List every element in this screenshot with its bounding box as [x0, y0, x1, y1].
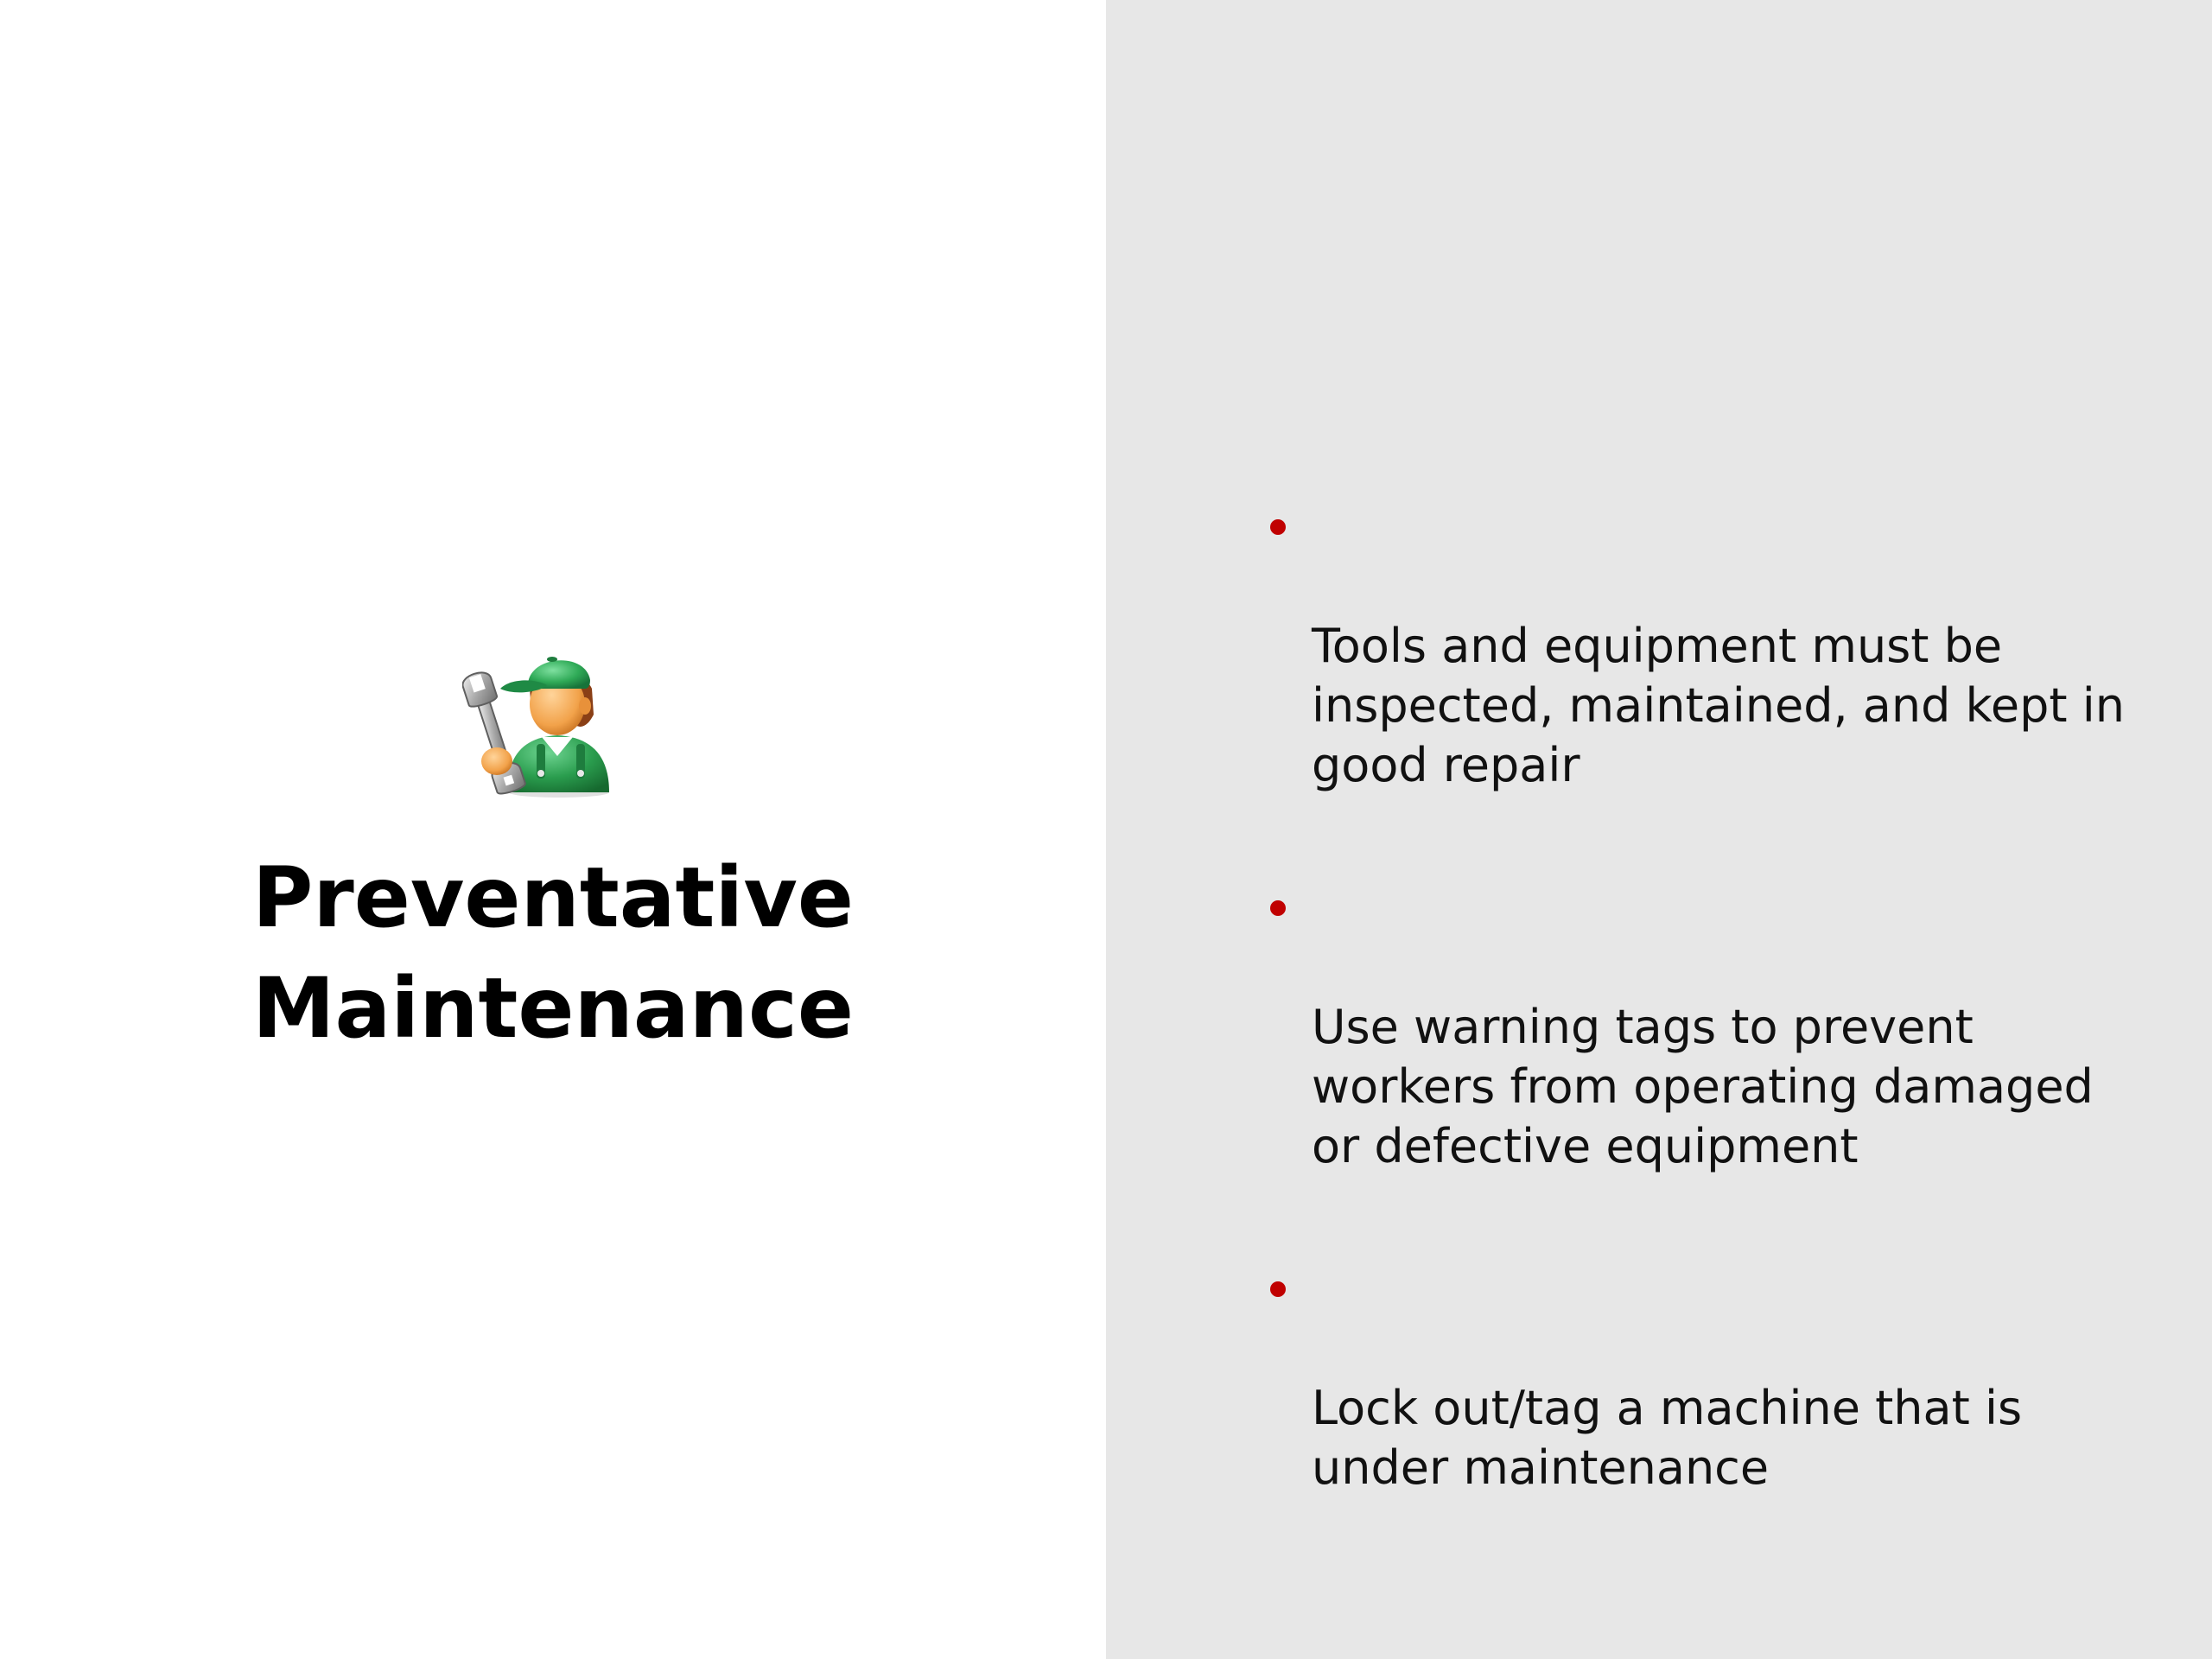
bullet-text: Lock out/tag a machine that is under maintenance — [1312, 1381, 2023, 1495]
slide-title — [164, 842, 942, 1064]
bullet-text: Tools and equipment must be inspected, maintained, and kept in good repair — [1312, 619, 2125, 792]
title-line-2: Maintenance — [251, 960, 855, 1057]
bullet-dot-icon — [1270, 1281, 1286, 1297]
bullet-item — [1262, 1259, 2177, 1497]
bullet-item — [1262, 497, 2177, 795]
bullet-dot-icon — [1270, 519, 1286, 535]
maintenance-worker-icon — [462, 635, 626, 799]
title-line-1: Preventative — [252, 849, 854, 946]
bullet-text: Use warning tags to prevent workers from operating damaged or defective equipment — [1312, 1000, 2094, 1173]
bullet-item — [1262, 878, 2177, 1176]
bullet-list — [1262, 497, 2177, 1580]
bullet-dot-icon — [1270, 900, 1286, 916]
